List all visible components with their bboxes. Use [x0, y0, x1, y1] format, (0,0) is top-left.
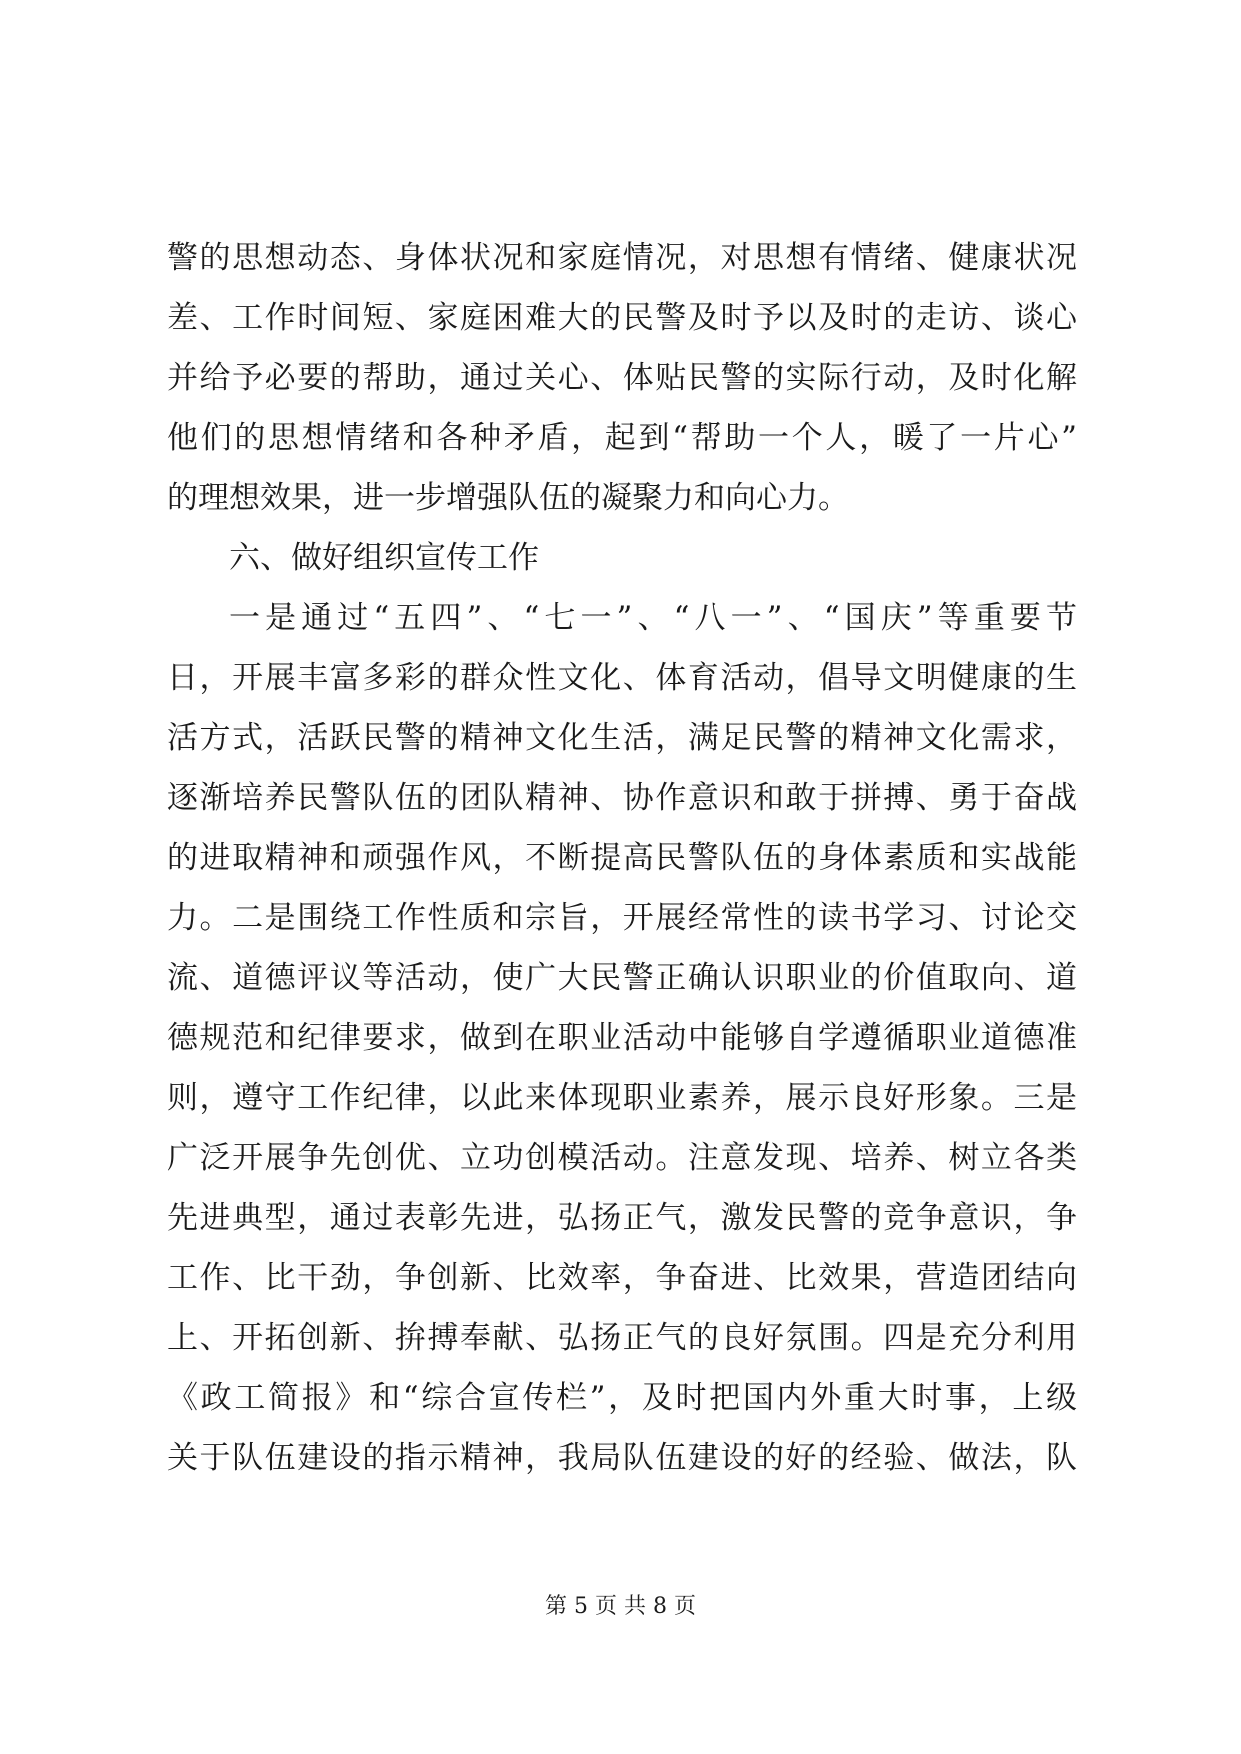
text-line: 先进典型，通过表彰先进，弘扬正气，激发民警的竞争意识，争 — [167, 1200, 1077, 1236]
text-line: 活方式，活跃民警的精神文化生活，满足民警的精神文化需求， — [167, 720, 1077, 756]
text-line: 的进取精神和顽强作风，不断提高民警队伍的身体素质和实战能 — [167, 840, 1077, 876]
text-line: 的理想效果，进一步增强队伍的凝聚力和向心力。 — [167, 480, 849, 516]
text-line: 差、工作时间短、家庭困难大的民警及时予以及时的走访、谈心 — [167, 300, 1077, 336]
text-line: 工作、比干劲，争创新、比效率，争奋进、比效果，营造团结向 — [167, 1260, 1077, 1296]
text-line: 并给予必要的帮助，通过关心、体贴民警的实际行动，及时化解 — [167, 360, 1077, 396]
document-body — [167, 228, 1077, 1488]
page-footer — [0, 1592, 1241, 1622]
section-heading: 六、做好组织宣传工作 — [229, 540, 539, 576]
text-line: 日，开展丰富多彩的群众性文化、体育活动，倡导文明健康的生 — [167, 660, 1077, 696]
text-line: 广泛开展争先创优、立功创模活动。注意发现、培养、树立各类 — [167, 1140, 1077, 1176]
text-line: 则，遵守工作纪律，以此来体现职业素养，展示良好形象。三是 — [167, 1080, 1077, 1116]
text-line: 德规范和纪律要求，做到在职业活动中能够自学遵循职业道德准 — [167, 1020, 1077, 1056]
text-line: 逐渐培养民警队伍的团队精神、协作意识和敢于拼搏、勇于奋战 — [167, 780, 1077, 816]
page-number-label: 第 5 页 共 8 页 — [545, 1594, 696, 1619]
text-line: 一是通过“五四”、“七一”、“八一”、“国庆”等重要节 — [229, 600, 1077, 636]
text-line: 上、开拓创新、拚搏奉献、弘扬正气的良好氛围。四是充分利用 — [167, 1320, 1077, 1356]
text-line: 他们的思想情绪和各种矛盾，起到“帮助一个人，暖了一片心” — [167, 420, 1077, 456]
text-line: 《政工简报》和“综合宣传栏”，及时把国内外重大时事，上级 — [167, 1380, 1077, 1416]
text-line: 流、道德评议等活动，使广大民警正确认识职业的价值取向、道 — [167, 960, 1077, 996]
text-line: 力。二是围绕工作性质和宗旨，开展经常性的读书学习、讨论交 — [167, 900, 1077, 936]
text-line: 警的思想动态、身体状况和家庭情况，对思想有情绪、健康状况 — [167, 240, 1077, 276]
text-line: 关于队伍建设的指示精神，我局队伍建设的好的经验、做法，队 — [167, 1440, 1077, 1476]
